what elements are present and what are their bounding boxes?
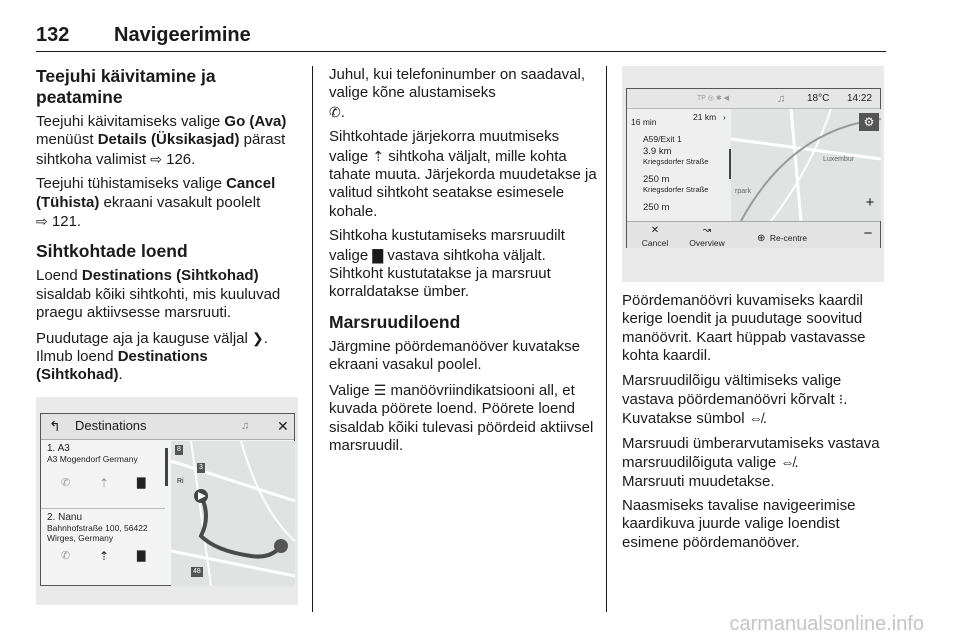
map-road-label: 3 (199, 463, 203, 471)
scrollbar[interactable] (165, 448, 168, 486)
reference-arrow-icon: ⇨ (36, 213, 48, 230)
avoid-segment-icon: ⇎ (748, 410, 763, 427)
paragraph: Juhul, kui telefoninumber on saadaval, valige kõne alustamiseks ✆. (329, 66, 585, 121)
paragraph: Pöördemanöövri kuvamiseks kaardil kerige loendit ja puudutage soovitud manöövrit. Kaart hüppab vastavasse kohta kaardil. (622, 292, 866, 365)
screen-title: Destinations (75, 417, 147, 433)
chevron-right-icon: › (723, 112, 726, 122)
status-bar (627, 89, 880, 109)
more-options-icon: ⁝ (838, 391, 844, 408)
crosshair-icon: ⊕ (757, 233, 766, 244)
cancel-button[interactable]: ✕ Cancel (631, 224, 679, 248)
recentre-button[interactable]: ⊕ Re-centre (757, 233, 808, 244)
phone-icon[interactable]: ✆ (61, 476, 71, 489)
clock: 14:22 (847, 93, 873, 104)
close-icon: ✕ (650, 225, 660, 236)
column-3 (622, 66, 884, 558)
chevron-right-icon: ❯ (252, 329, 264, 346)
map-view[interactable] (731, 109, 881, 221)
map-road-label: 48 (193, 567, 201, 575)
map-label: Luxembur (823, 156, 855, 163)
column-divider (606, 66, 607, 612)
gear-icon[interactable]: ⚙ (859, 113, 879, 131)
zoom-out-icon[interactable]: − (863, 225, 873, 242)
paragraph: Sihtkoha kustutamiseks marsruudilt valige ▇ vastava sihtkoha väljalt. Sihtkoht kustutatakse ja marsruut korraldatakse ümber. (329, 227, 565, 301)
maneuver-list (627, 109, 731, 221)
status-icons: TP ◎ ✱ ◀ (697, 95, 730, 102)
list-icon: ☰ (373, 381, 387, 398)
temperature: 18°C (807, 93, 830, 104)
music-icon: ♫ (241, 419, 250, 432)
page-header (36, 22, 886, 52)
paragraph: Teejuhi käivitamiseks valige Go (Ava) menüüst Details (Üksikasjad) pärast sihtkoha valimist ⇨ 126. (36, 113, 287, 168)
back-icon[interactable]: ↰ (49, 417, 61, 434)
destination-item[interactable]: 2. Nanu Bahnhofstraße 100, 56422 Wirges, Germany ✆ ⇡ ▇ (47, 511, 148, 563)
paragraph: Teejuhi tühistamiseks valige Cancel (Tühista) ekraani vasakult poolelt ⇨ 121. (36, 175, 276, 231)
route-list-screenshot (622, 66, 884, 282)
bottom-bar (627, 221, 880, 248)
section-heading: Teejuhi käivitamine ja peatamine (36, 66, 216, 107)
paragraph: Marsruudilõigu vältimiseks valige vastava pöördemanöövri kõrvalt ⁝. Kuvatakse sümbol ⇎. (622, 371, 848, 428)
paragraph: Puudutage aja ja kauguse väljal ❯. Ilmub loend Destinations (Sihtkohad). (36, 329, 268, 384)
phone-icon[interactable]: ✆ (61, 549, 71, 562)
trash-icon: ▇ (372, 246, 384, 263)
maneuver-item[interactable]: 250 m (643, 202, 670, 213)
column-divider (312, 66, 313, 612)
move-to-top-icon[interactable]: ⇡ (99, 475, 110, 490)
maneuver-item[interactable]: A59/Exit 1 (643, 134, 682, 144)
destination-item[interactable]: 1. A3 A3 Mogendorf Germany ✆ ⇡ ▇ (47, 442, 146, 490)
maneuver-item[interactable]: 250 m Kriegsdorfer Straße (643, 174, 709, 194)
phone-icon: ✆ (329, 103, 341, 120)
reference-arrow-icon: ⇨ (150, 150, 162, 167)
route-map-svg (171, 441, 295, 586)
paragraph: Valige ☰ manöövriindikatsiooni all, et kuvada pöörete loend. Pöörete loend sisaldab kõiki tulevasi pöördeid aktiivsel marsruudil. (329, 381, 594, 454)
eta-row[interactable]: 16 min 21 km › (631, 112, 726, 127)
map-road-label: 8 (177, 445, 181, 453)
watermark: carmanualsonline.info (729, 613, 924, 635)
title-bar (41, 414, 294, 440)
maneuver-item[interactable]: 3.9 km Kriegsdorfer Straße (643, 146, 709, 166)
move-to-top-icon[interactable]: ⇡ (99, 548, 110, 563)
zoom-in-icon[interactable]: + (865, 194, 875, 211)
overview-button[interactable]: ↝ Overview (683, 224, 731, 248)
avoid-segment-icon: ⇎ (780, 454, 795, 471)
paragraph: Järgmine pöördemanööver kuvatakse ekraani vasakul poolel. (329, 337, 580, 374)
trash-icon[interactable]: ▇ (137, 549, 146, 562)
column-1 (36, 66, 298, 605)
section-heading: Sihtkohtade loend (36, 241, 188, 262)
page-number: 132 (36, 24, 70, 46)
close-icon[interactable]: ✕ (277, 417, 289, 434)
screen (40, 413, 295, 586)
map-label: Ri (177, 477, 184, 485)
map-label: rpark (735, 188, 751, 195)
column-2 (329, 66, 599, 461)
screen (626, 88, 881, 248)
paragraph: Naasmiseks tavalise navigeerimise kaardikuva juurde valige loendist esimene pöördemanööver. (622, 497, 856, 551)
move-to-top-icon: ⇡ (372, 147, 385, 164)
paragraph: Loend Destinations (Sihtkohad) sisaldab kõiki sihtkohti, mis kuuluvad praegu aktiivsesse marsruuti. (36, 267, 281, 322)
section-heading: Marsruudiloend (329, 311, 461, 332)
destinations-screenshot (36, 397, 298, 605)
trash-icon[interactable]: ▇ (137, 476, 146, 489)
paragraph: Marsruudi ümberarvutamiseks vastava marsruudilõiguta valige ⇎. Marsruuti muudetakse. (622, 434, 880, 490)
paragraph: Sihtkohtade järjekorra muutmiseks valige ⇡ sihtkoha väljalt, mille kohta tahate muuta. Järjekorda muudetakse ja valitud sihtkoht seatakse esimesele kohale. (329, 128, 597, 220)
music-icon: ♫ (777, 93, 786, 105)
map-view[interactable] (171, 441, 295, 586)
route-overview-icon: ↝ (702, 225, 712, 236)
chapter-title: Navigeerimine (114, 24, 251, 46)
